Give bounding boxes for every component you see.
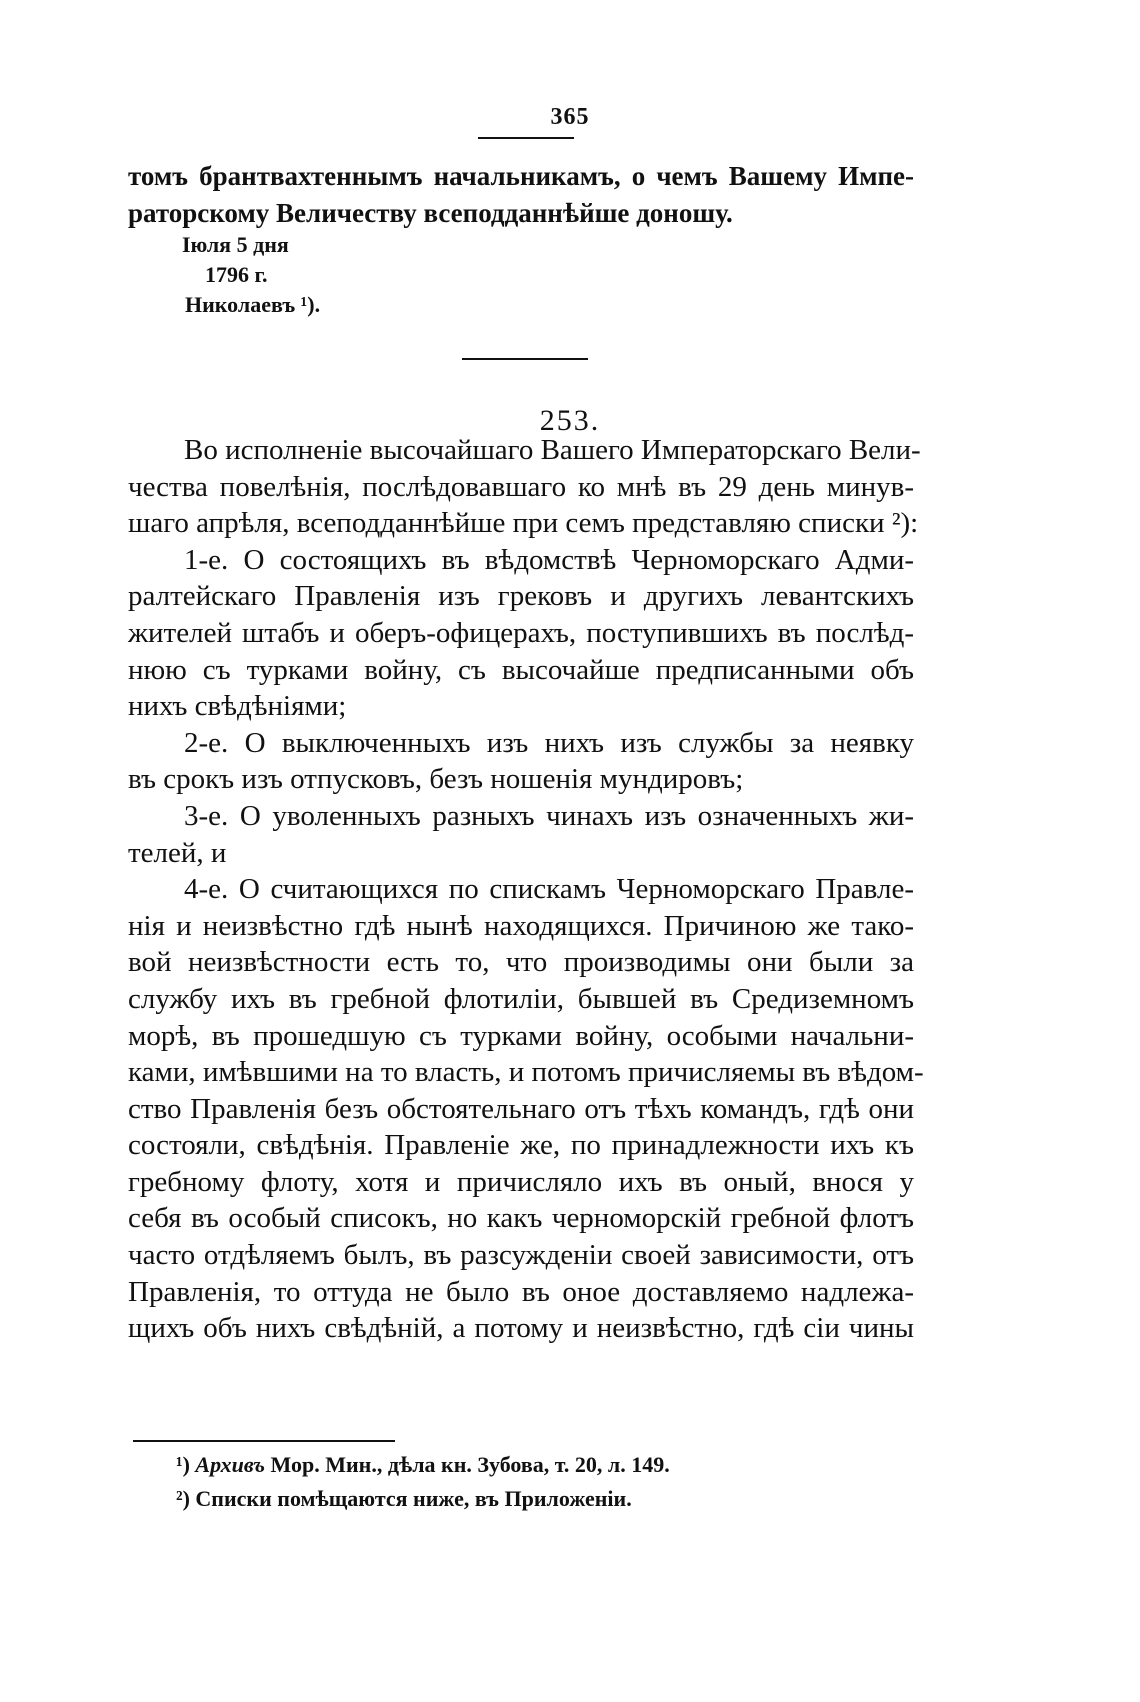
text-line: томъ брантвахтеннымъ начальникамъ, о чемъ Вашему Импе- [128,161,914,191]
text-line: Правленія, то оттуда не было въ оное доставляемо надлежа- [128,1275,914,1308]
text-line: нихъ свѣдѣніями; [128,690,347,723]
text-line: Во исполненіе высочайшаго Вашего Императорскаго Вели- [184,434,921,466]
text-line: ство Правленія безъ обстоятельнаго отъ тѣхъ командъ, гдѣ они [128,1092,914,1125]
footnotes [176,1448,670,1516]
text-line: гребному флоту, хотя и причисляло ихъ въ оный, внося у [128,1165,914,1198]
text-line: щихъ объ нихъ свѣдѣній, а потому и неизвѣстно, гдѣ сіи чины [128,1312,914,1345]
text-line: нюю съ турками войну, съ высочайше предписанными объ [128,653,914,686]
document-separator [462,358,588,360]
text-line: службу ихъ въ гребной флотиліи, бывшей въ Средиземномъ [128,982,914,1015]
text-line: 1-е. О состоящихъ въ вѣдомствѣ Черноморскаго Адми- [184,543,914,576]
text-line: 3-е. О уволенныхъ разныхъ чинахъ изъ означенныхъ жи- [184,799,914,832]
text-line: себя въ особый списокъ, но какъ черноморскій гребной флотъ [128,1202,914,1235]
text-line: телей, и [128,836,227,869]
text-line: шаго апрѣля, всеподданнѣйше при семъ представляю списки ²): [128,507,919,540]
text-line: вой неизвѣстности есть то, что производимы они были за [128,946,914,979]
footnote-text: Мор. Мин., дѣла кн. Зубова, т. 20, л. 149. [270,1452,670,1477]
page-number: 365 [550,104,590,130]
continuation-text [128,158,914,231]
document-body [128,432,924,1347]
text-line: чества повелѣнія, послѣдовавшаго ко мнѣ въ 29 день минув- [128,470,914,503]
text-line: морѣ, въ прошедшую съ турками войну, особыми начальни- [128,1019,914,1052]
footnote-marker: ²) [176,1486,190,1511]
text-line: нія и неизвѣстно гдѣ нынѣ находящихся. Причиною же тако- [128,909,914,942]
document-number: 253. [539,404,601,437]
text-line: часто отдѣляемъ былъ, въ разсужденіи своей зависимости, отъ [128,1239,914,1272]
text-line: 4-е. О считающихся по спискамъ Черноморскаго Правле- [184,873,914,906]
footnote-1 [176,1448,670,1482]
footnote-source: Архивъ [195,1452,266,1477]
footnote-2 [176,1482,670,1516]
footnote-marker: ¹) [176,1452,190,1477]
text-line: ралтейскаго Правленія изъ грековъ и другихъ левантскихъ [128,580,914,613]
signoff-place [185,292,320,318]
text-line: состояли, свѣдѣнія. Правленіе же, по принадлежности ихъ къ [128,1129,914,1162]
signoff-date: Іюля 5 дня [182,232,289,257]
signoff-place-note: ¹). [300,292,321,317]
signoff-year: 1796 г. [205,262,268,287]
text-line: 2-е. О выключенныхъ изъ нихъ изъ службы за неявку [184,726,914,759]
text-line: жителей штабъ и оберъ-офицерахъ, поступившихъ въ послѣд- [128,616,914,649]
text-line: раторскому Величеству всеподданнѣйше доношу. [128,197,733,228]
footnote-rule [133,1440,395,1442]
footnote-text: Списки помѣщаются ниже, въ Приложеніи. [195,1486,632,1511]
text-line: ками, имѣвшими на то власть, и потомъ причисляемы въ вѣдом- [128,1056,924,1089]
text-line: въ срокъ изъ отпусковъ, безъ ношенія мундировъ; [128,763,744,796]
page-number-rule [478,137,574,139]
signoff-place-name: Николаевъ [185,292,296,317]
